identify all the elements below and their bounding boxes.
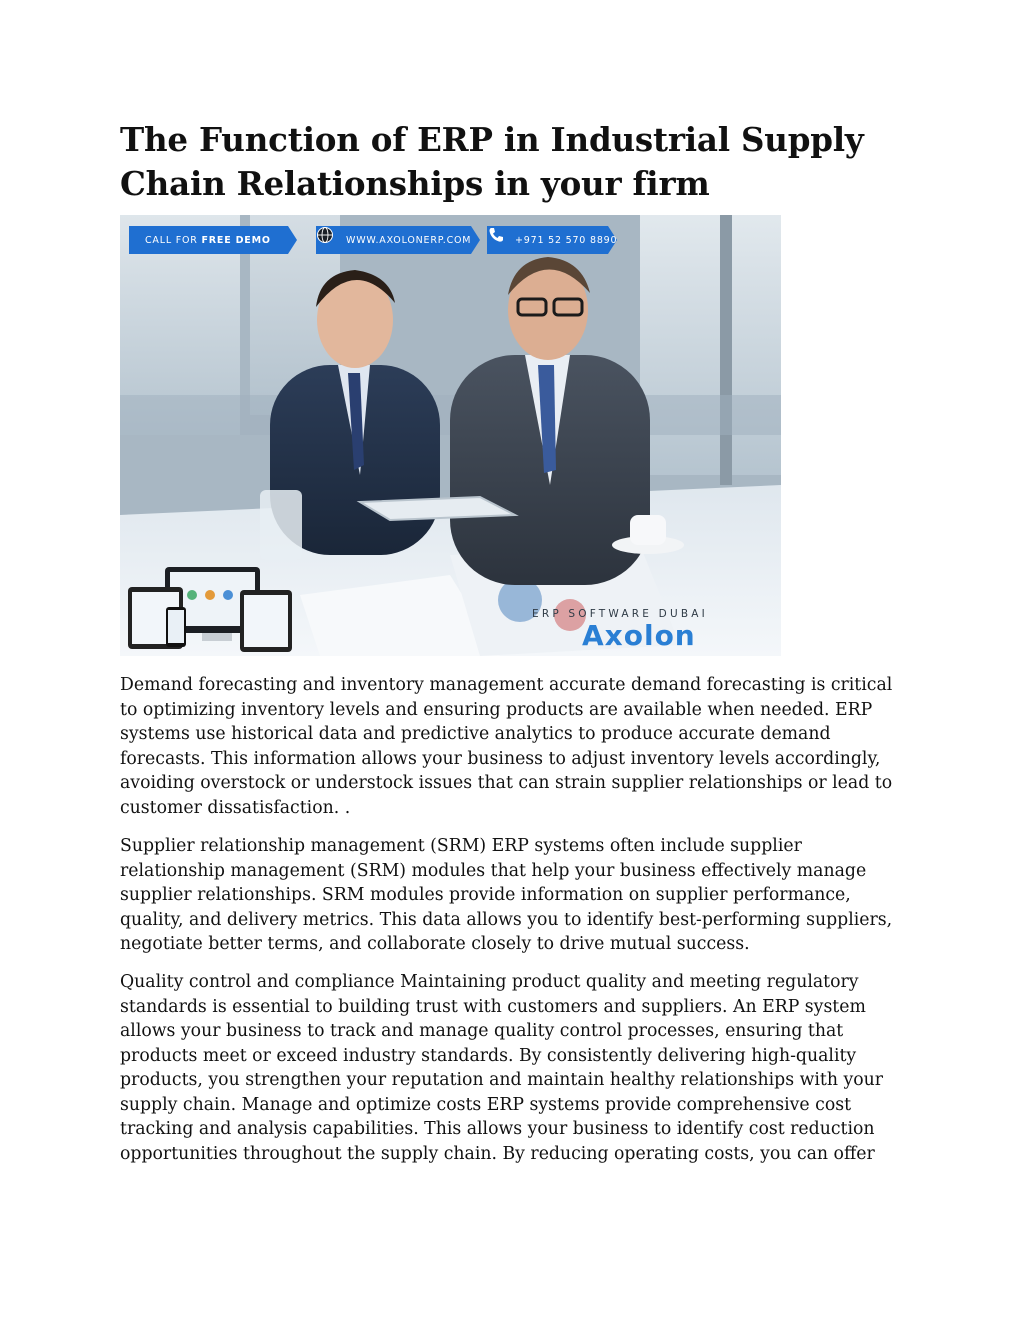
phone-strip bbox=[487, 226, 617, 254]
office-photo-illustration bbox=[120, 215, 781, 656]
phone-text: +971 52 570 8890 bbox=[515, 234, 618, 246]
page-title: The Function of ERP in Industrial Supply Chain Relationships in your firm bbox=[120, 120, 864, 203]
globe-icon bbox=[316, 226, 334, 244]
tagline-text: ERP SOFTWARE DUBAI bbox=[532, 608, 708, 620]
call-for-label: CALL FOR bbox=[145, 234, 198, 246]
free-demo-label: FREE DEMO bbox=[201, 234, 271, 246]
paragraph-demand-forecasting: Demand forecasting and inventory management accurate demand forecasting is critical to optimizing inventory levels and ensuring products are available when needed. ERP systems use historical data and predictive analytics to produce accurate demand forecasts. This information allows your business to adjust inventory levels accordingly, avoiding overstock or understock issues that can strain supplier relationships or lead to customer dissatisfaction. . bbox=[120, 675, 893, 818]
call-demo-strip bbox=[129, 226, 297, 254]
paragraph-quality-control: Quality control and compliance Maintaining product quality and meeting regulatory standards is essential to building trust with customers and suppliers. An ERP system allows your business to track and manage quality control processes, ensuring that products meet or exceed industry standards. By consistently delivering high-quality products, you strengthen your reputation and maintain healthy relationships with your supply chain. Manage and optimize costs ERP systems provide comprehensive cost tracking and analysis capabilities. This allows your business to identify cost reduction opportunities throughout the supply chain. By reducing operating costs, you can offer bbox=[120, 972, 884, 1164]
hero-banner-image bbox=[120, 215, 781, 656]
phone-icon bbox=[487, 226, 505, 244]
paragraph-supplier-relationship: Supplier relationship management (SRM) ERP systems often include supplier relationship management (SRM) modules that help your business effectively manage supplier relationships. SRM modules provide information on supplier performance, quality, and delivery metrics. This data allows you to identify best-performing suppliers, negotiate better terms, and collaborate closely to drive mutual success. bbox=[120, 836, 893, 954]
website-strip bbox=[316, 226, 480, 254]
website-text: WWW.AXOLONERP.COM bbox=[346, 234, 472, 246]
axolon-logo: Axolon bbox=[582, 619, 696, 652]
